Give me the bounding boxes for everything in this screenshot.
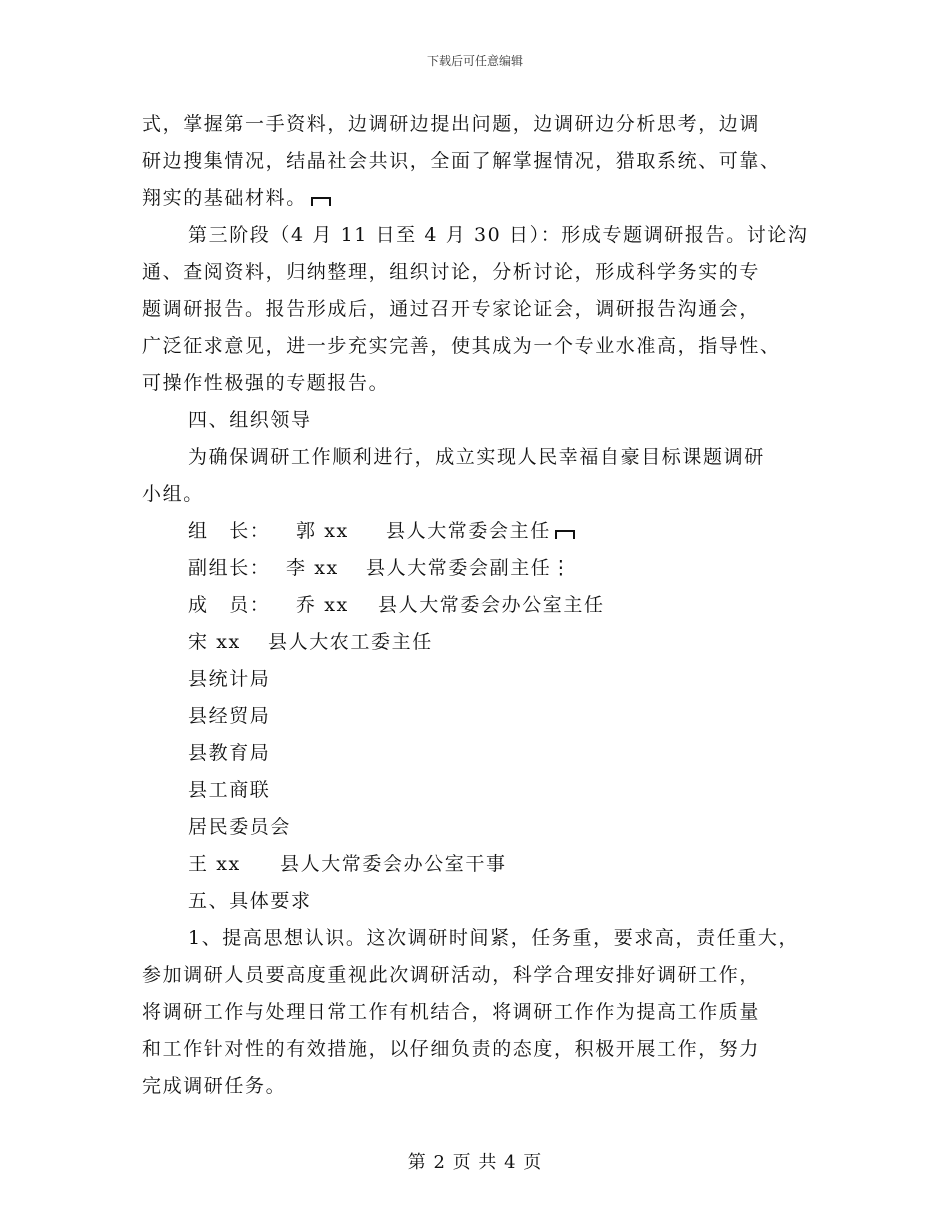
roster-member <box>142 587 842 624</box>
roster-deputy <box>142 550 842 587</box>
section-heading: 五、具体要求 <box>188 890 312 912</box>
roster-member <box>142 624 842 661</box>
person-name: 李 xx <box>286 557 339 579</box>
roster-org: 县统计局 <box>188 668 271 690</box>
text-line: 可操作性极强的专题报告。 <box>142 372 390 394</box>
person-title: 县人大常委会办公室主任 <box>378 594 605 616</box>
text-line: 为确保调研工作顺利进行，成立实现人民幸福自豪目标课题调研 <box>188 446 765 468</box>
edit-mark-icon <box>311 197 331 206</box>
page-footer: 第 2 页 共 4 页 <box>407 1152 543 1173</box>
roster-org: 县教育局 <box>188 742 271 764</box>
page-header: 下载后可任意编辑 <box>426 54 523 68</box>
role-label: 成 员： <box>188 594 271 616</box>
text-line: 式，掌握第一手资料，边调研边提出问题，边调研边分析思考，边调 <box>142 113 761 135</box>
person-name: 乔 xx <box>296 594 349 616</box>
roster-leader <box>142 513 842 550</box>
person-name: 宋 xx <box>188 631 241 653</box>
ellipsis-mark: ⋮ <box>551 557 573 579</box>
roster-staff <box>142 846 842 883</box>
text-line: 研边搜集情况，结晶社会共识，全面了解掌握情况，猎取系统、可靠、 <box>142 150 781 172</box>
role-label: 组 长： <box>188 520 271 542</box>
text-line: 小组。 <box>142 483 204 505</box>
text-line: 参加调研人员要高度重视此次调研活动，科学合理安排好调研工作， <box>142 964 761 986</box>
roster-org: 居民委员会 <box>188 816 292 838</box>
text-line: 将调研工作与处理日常工作有机结合，将调研工作作为提高工作质量 <box>142 1001 761 1023</box>
section-heading: 四、组织领导 <box>188 409 312 431</box>
roster-org: 县工商联 <box>188 779 271 801</box>
person-title: 县人大常委会主任 <box>386 520 551 542</box>
text-line: 通、查阅资料，归纳整理，组织讨论，分析讨论，形成科学务实的专 <box>142 261 761 283</box>
person-name: 王 xx <box>188 853 241 875</box>
person-title: 县人大农工委主任 <box>268 631 433 653</box>
text-line: 题调研报告。报告形成后，通过召开专家论证会，调研报告沟通会， <box>142 298 761 320</box>
text-line <box>142 180 842 217</box>
role-label: 副组长： <box>188 557 271 579</box>
text-line: 和工作针对性的有效措施，以仔细负责的态度，积极开展工作，努力 <box>142 1038 761 1060</box>
document-body <box>142 106 842 1105</box>
text-line: 广泛征求意见，进一步充实完善，使其成为一个专业水准高，指导性、 <box>142 335 781 357</box>
text-line: 1、提高思想认识。这次调研时间紧，任务重，要求高，责任重大， <box>188 927 800 949</box>
text-line: 完成调研任务。 <box>142 1075 287 1097</box>
text-span: 翔实的基础材料。 <box>142 187 307 209</box>
text-line: 第三阶段（4 月 11 日至 4 月 30 日）：形成专题调研报告。讨论沟 <box>188 224 809 246</box>
edit-mark-icon <box>555 530 575 539</box>
roster-org: 县经贸局 <box>188 705 271 727</box>
person-name: 郭 xx <box>296 520 349 542</box>
person-title: 县人大常委会副主任 <box>366 557 552 579</box>
person-title: 县人大常委会办公室干事 <box>280 853 507 875</box>
